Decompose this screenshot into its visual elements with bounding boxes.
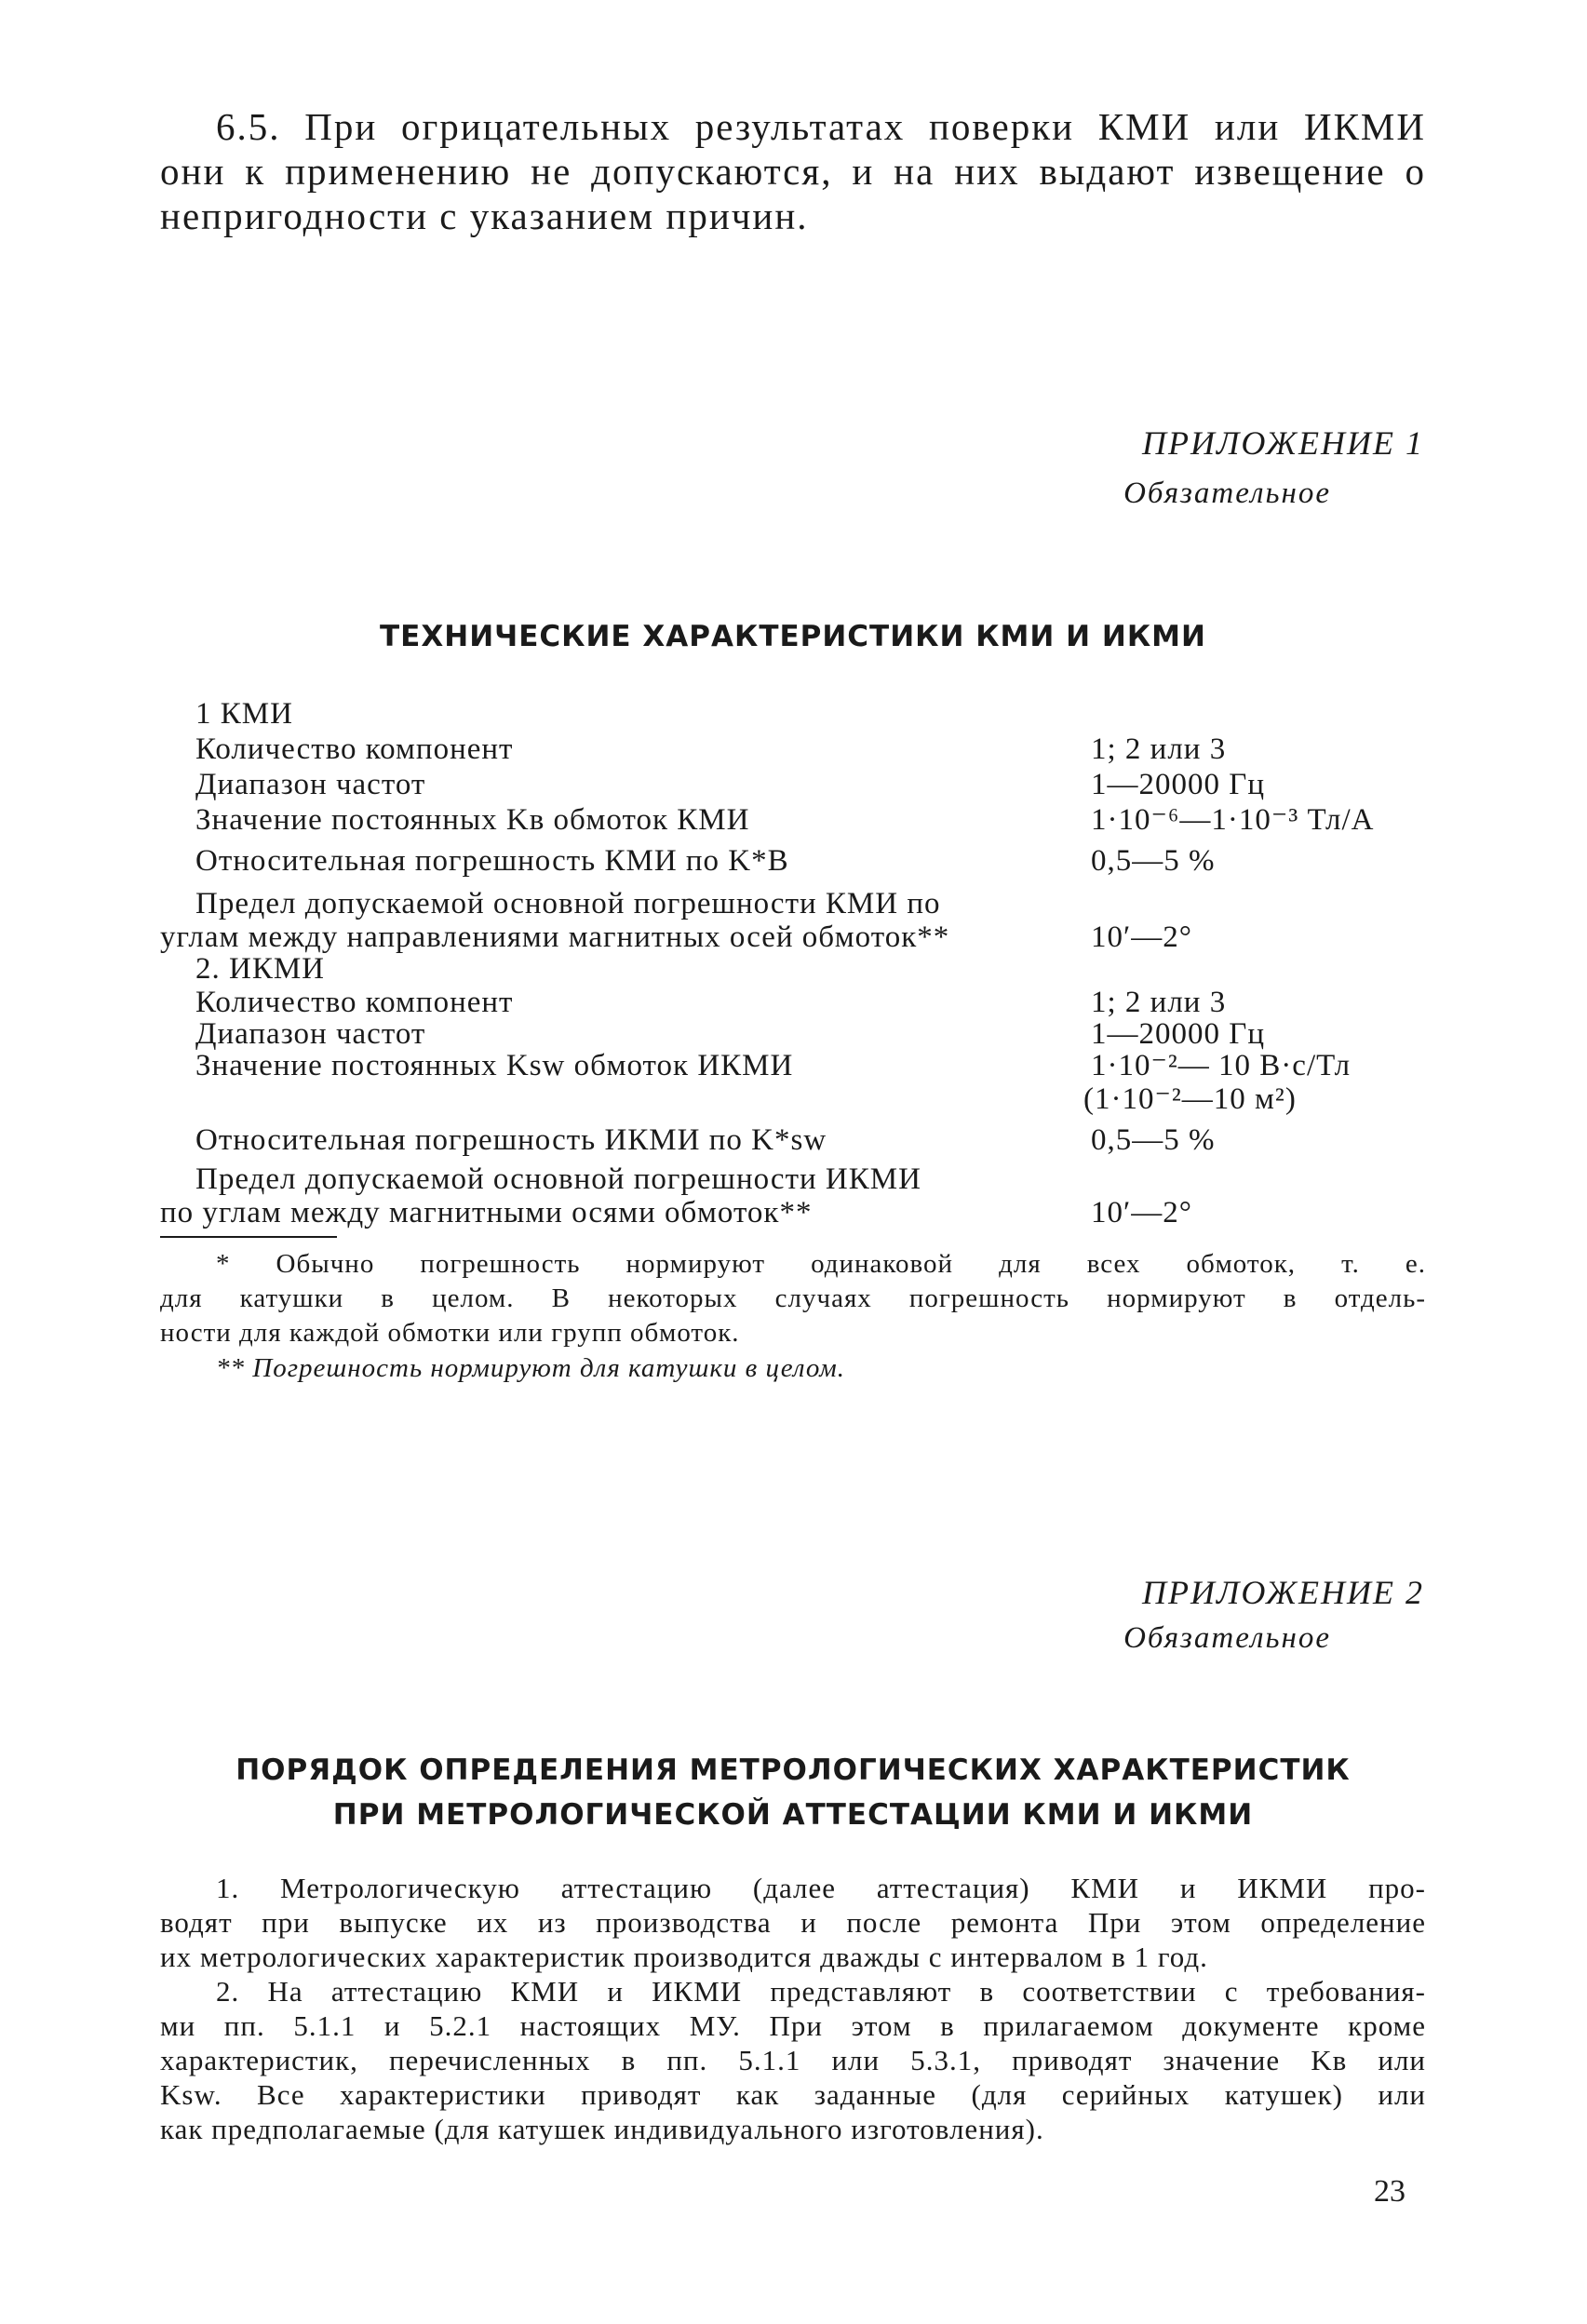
appendix1-title: ТЕХНИЧЕСКИЕ ХАРАКТЕРИСТИКИ КМИ И ИКМИ xyxy=(380,620,1206,653)
intro-paragraph xyxy=(160,104,1426,238)
intro-line: непригодности с указанием причин. xyxy=(160,195,809,237)
footnote-1: * Обычно погрешность нормируют одинаковой для всех обмоток, т. е. для катушки в целом. В некоторых случаях погрешность нормируют в отдель- ности для каждой обмотки или групп обмоток. xyxy=(160,1249,1426,1348)
intro-line: они к применению не допускаются, и на них выдают извещение о xyxy=(160,150,1426,193)
intro-line: 6.5. При огрицательных результатах поверки КМИ или ИКМИ xyxy=(216,105,1426,148)
appendix2-title-line1: ПОРЯДОК ОПРЕДЕЛЕНИЯ МЕТРОЛОГИЧЕСКИХ ХАРАКТЕРИСТИК xyxy=(235,1753,1351,1787)
appendix1-label: ПРИЛОЖЕНИЕ 1 xyxy=(1142,424,1424,462)
appendix2-title-line2: ПРИ МЕТРОЛОГИЧЕСКОЙ АТТЕСТАЦИИ КМИ И ИКМИ xyxy=(332,1798,1254,1832)
specs-block: 1 КМИ Количество компонент 1; 2 или 3 Диапазон частот 1—20000 Гц Значение постоянных Kв обмоток КМИ 1·10⁻⁶—1·10⁻³ Тл/А Относительная погрешность КМИ по K*B 0,5—5 % Предел допускаемой основной погрешности КМИ по углам между направлениями магнитных осей обмоток** 10′—2° 2. ИКМИ Количество компонент 1; 2 или 3 Диапазон частот 1—20000 Гц Значение постоянных Ksw обмоток ИКМИ 1·10⁻²— 10 В·с/Тл (1·10⁻²—10 м²) Относительная погрешность ИКМИ по K*sw 0,5—5 % Предел допускаемой основной погрешности ИКМИ по углам между магнитными осями обмоток** 10′—2° xyxy=(160,697,1375,1229)
appendix2-status: Обязательное xyxy=(1123,1621,1331,1655)
paragraph-2: 2. На аттестацию КМИ и ИКМИ представляют в соответствии с требования- ми пп. 5.1.1 и 5.2.1 настоящих МУ. При этом в прилагаемом документе кроме характеристик, перечисленных в пп. 5.1.1 или 5.3.1, приводят значение Kв или Ksw. Все характеристики приводят как заданные (для серийных катушек) или как предполагаемые (для катушек индивидуального изготовления). xyxy=(160,1975,1426,2145)
paragraph-1: 1. Метрологическую аттестацию (далее аттестация) КМИ и ИКМИ про- водят при выпуске их из производства и после ремонта При этом определение их метрологических характеристик производится дважды с интервалом в 1 год. xyxy=(160,1872,1426,1973)
appendix2-title xyxy=(160,1748,1426,1837)
appendix2-label: ПРИЛОЖЕНИЕ 2 xyxy=(1142,1574,1424,1611)
appendix1-status: Обязательное xyxy=(1123,477,1331,510)
page-number: 23 xyxy=(1374,2174,1405,2209)
footnote-2: ** Погрешность нормируют для катушки в целом. xyxy=(216,1353,846,1383)
footnote-divider xyxy=(160,1236,337,1238)
